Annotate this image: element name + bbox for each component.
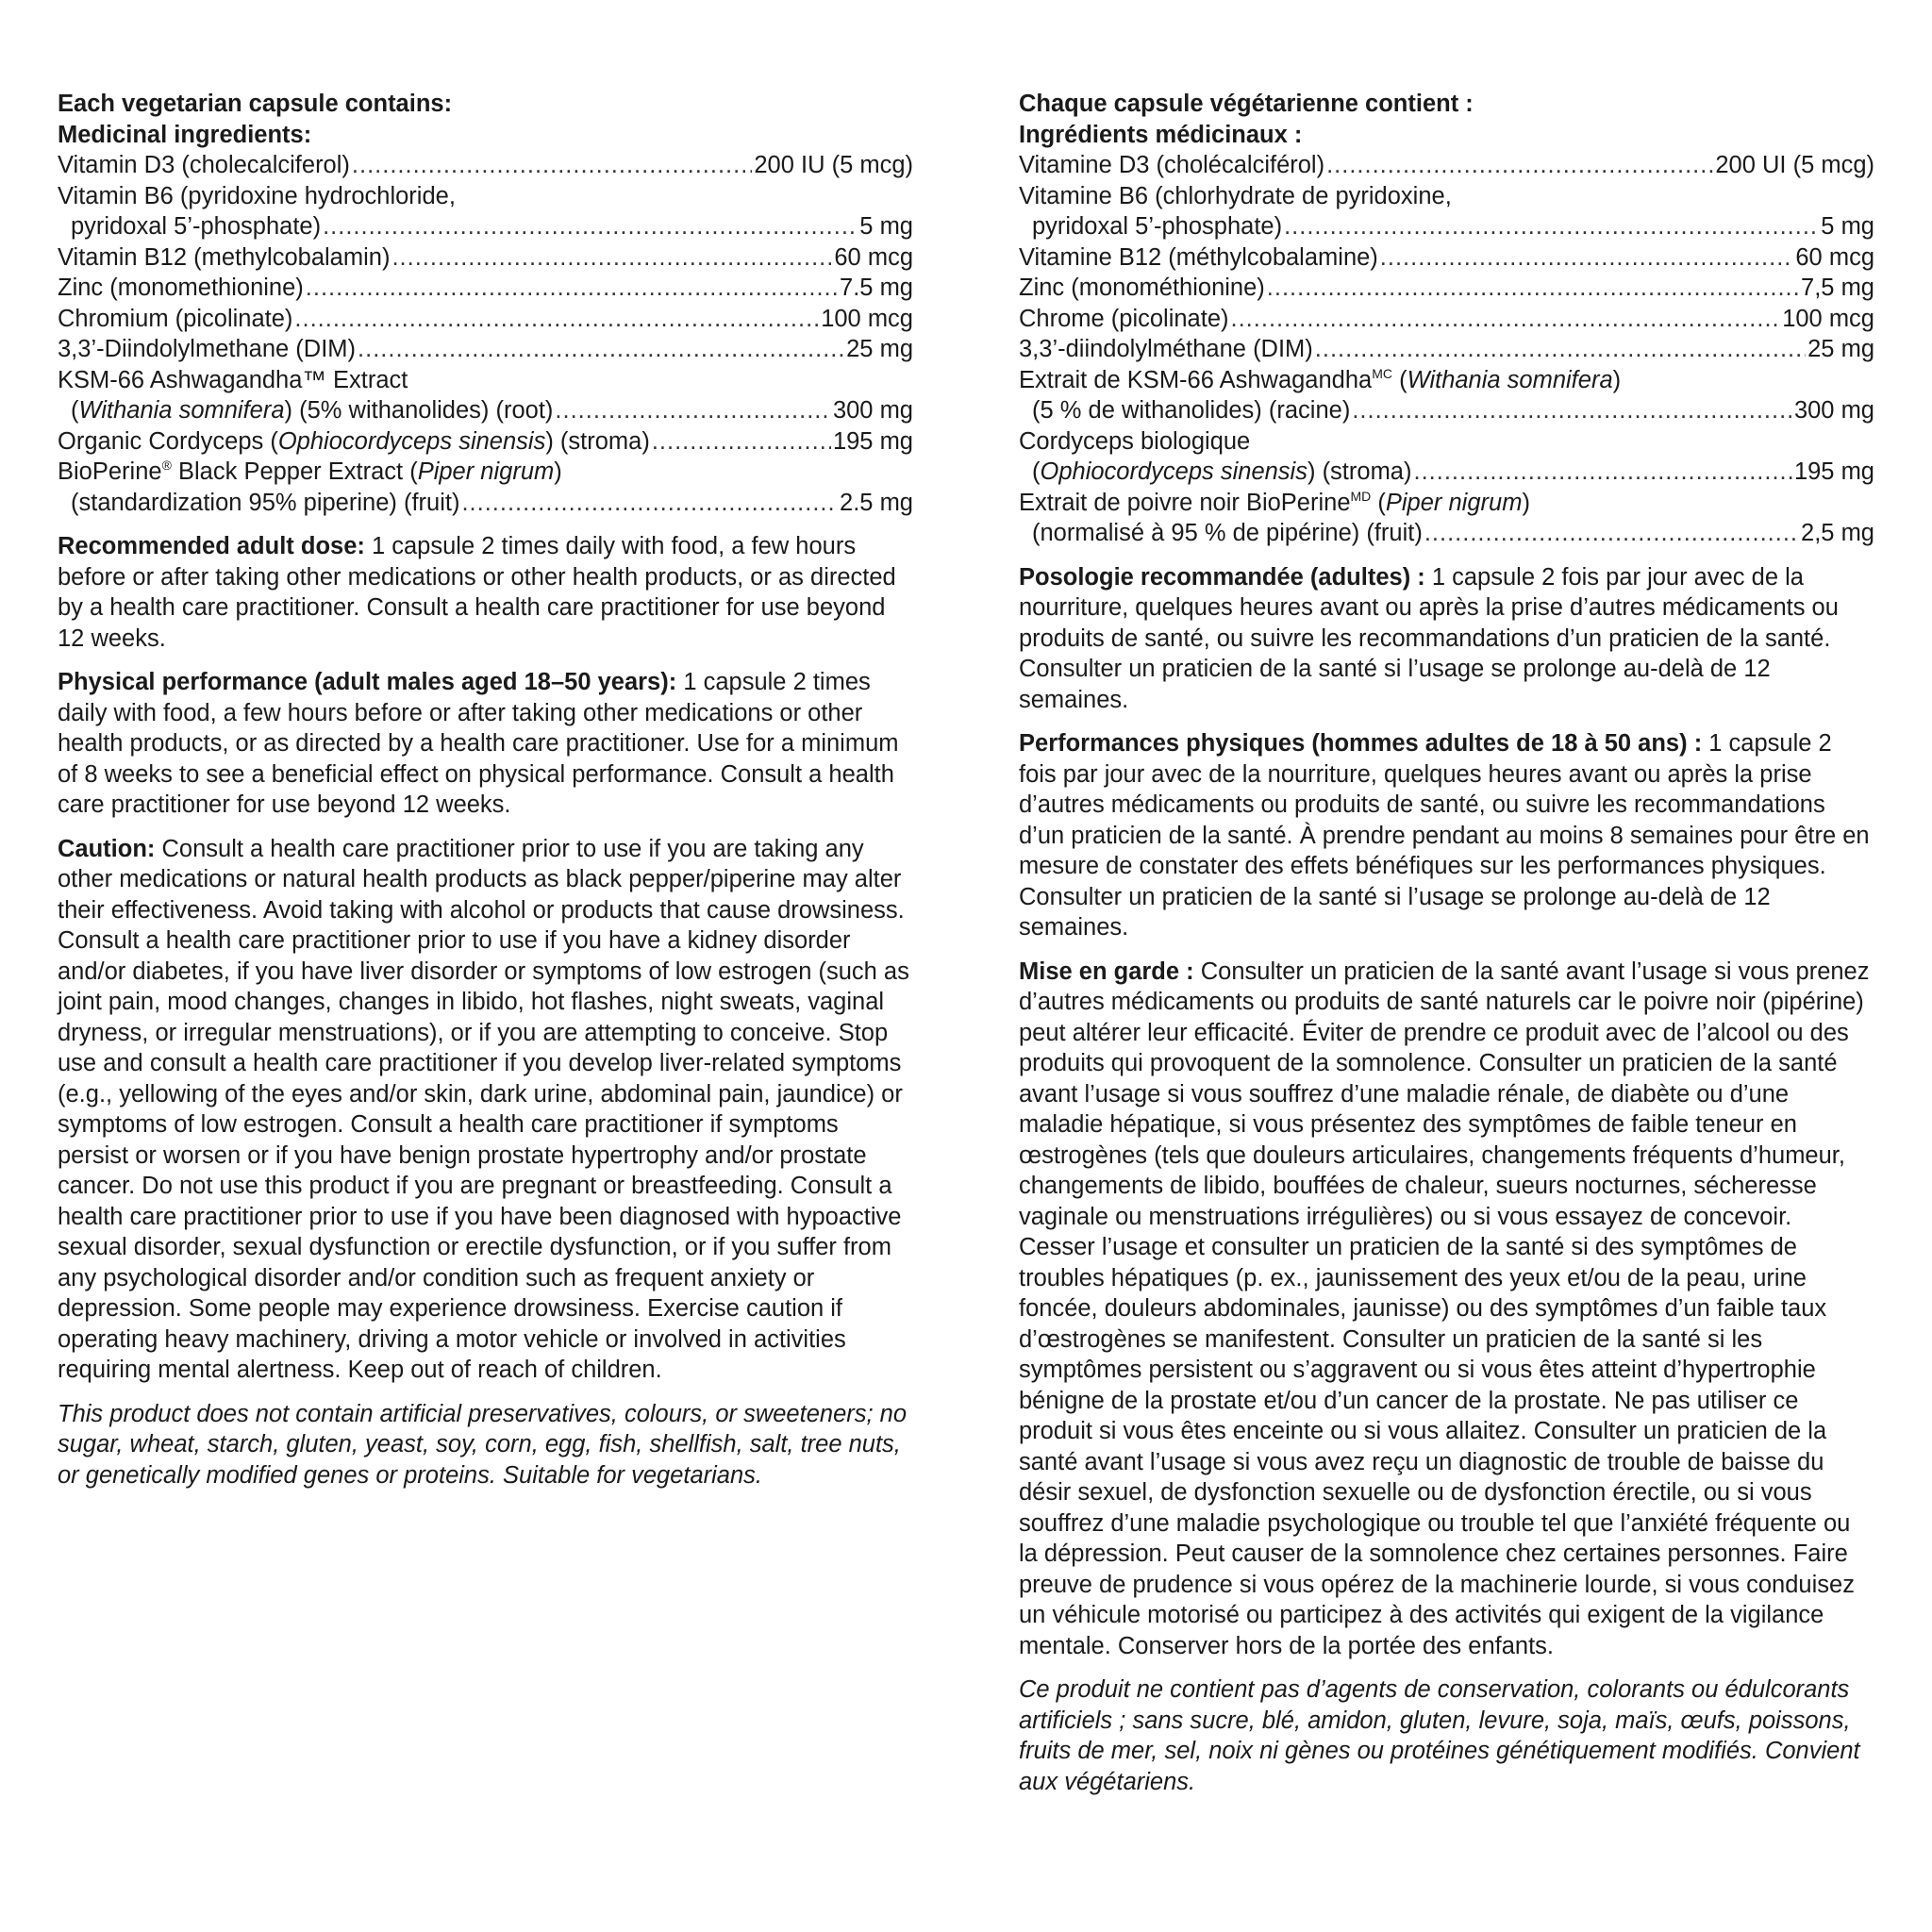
latin-name: Piper nigrum: [417, 458, 555, 485]
ingredient-amount: 5 mg: [1821, 213, 1874, 240]
dose-paragraph: [1019, 562, 1874, 716]
medicinal-ingredients-heading: Ingrédients médicinaux :: [1019, 121, 1303, 148]
ingredient-name: Vitamin D3 (cholecalciferol): [58, 152, 350, 178]
ingredient-row: [1019, 150, 1874, 181]
ingredient-row: [1019, 242, 1874, 274]
registered-mark: MD: [1350, 488, 1372, 504]
ingredient-name: Vitamine D3 (cholécalciférol): [1019, 152, 1325, 178]
ingredient-name: Chrome (picolinate): [1019, 305, 1229, 332]
ingredient-amount: 2,5 mg: [1801, 520, 1874, 546]
ingredient-detail: Black Pepper Extract: [178, 458, 404, 485]
english-column: [58, 89, 913, 1491]
latin-name: Withania somnifera: [78, 397, 285, 424]
ingredient-row: [58, 273, 913, 304]
ingredient-amount: 200 IU (5 mcg): [754, 152, 913, 178]
ingredient-row: [58, 426, 913, 458]
ingredient-name: Cordyceps biologique: [1019, 427, 1251, 455]
ingredient-amount: 195 mg: [832, 427, 913, 455]
latin-name: Piper nigrum: [1385, 489, 1523, 516]
performance-label: Physical performance (adult males aged 18–50 years):: [58, 669, 677, 695]
ingredient-detail: (5% withanolides) (root): [299, 397, 554, 424]
ingredient-name: Chromium (picolinate): [58, 305, 293, 332]
trademark-mark: MC: [1372, 365, 1393, 381]
ingredient-name: (Ophiocordyceps sinensis) (stroma): [1032, 458, 1412, 485]
ingredient-name: 3,3’-Diindolylmethane (DIM): [58, 336, 357, 362]
dose-text: 1 capsule 2 times daily with food, a few hours before or after taking other medications or other health products, or as directed by a health care practitioner. Consult a health care practitioner for use beyond 12 weeks.: [58, 533, 896, 652]
ingredient-name: Vitamine B12 (méthylcobalamine): [1019, 243, 1378, 271]
ingredient-row: [1019, 273, 1874, 304]
ingredient-amount: 25 mg: [846, 336, 913, 362]
ingredient-name: Vitamine B6 (chlorhydrate de pyridoxine,: [1019, 182, 1452, 209]
ingredient-amount: 25 mg: [1807, 336, 1874, 362]
ingredient-row: [58, 334, 913, 365]
ingredient-row: [58, 488, 913, 519]
ingredient-amount: 60 mcg: [1795, 243, 1874, 271]
ingredient-name: Vitamin B6 (pyridoxine hydrochloride,: [58, 182, 456, 209]
ingredient-name: Extrait de KSM-66 Ashwagandha$^{MC}$ (Withania somnifera): [1019, 365, 1622, 393]
ingredient-detail: (stroma): [1322, 458, 1412, 485]
ingredient-amount: 300 mg: [1793, 397, 1874, 424]
ingredient-name: pyridoxal 5’-phosphate): [1032, 213, 1283, 240]
ingredient-amount: 60 mcg: [834, 243, 913, 271]
free-from-note: Ce produit ne contient pas d’agents de conservation, colorants ou édulcorants artificiels ; sans sucre, blé, amidon, gluten, levure, soja, maïs, œufs, poissons, fruits de mer, sel, noix ni gènes ou protéines génétiquement modifiés. Convient aux végétariens.: [1019, 1676, 1860, 1795]
ingredient-name: pyridoxal 5’-phosphate): [71, 213, 322, 240]
ingredient-amount: 7.5 mg: [840, 275, 913, 301]
caution-text: Consult a health care practitioner prior to use if you are taking any other medications or natural health products as black pepper/piperine may alter their effectiveness. Avoid taking with alcohol or products that cause drowsiness. Consult a health care practitioner prior to use if you have a kidney disorder and/or diabetes, if you have liver disorder or symptoms of low estrogen (such as joint pain, mood changes, changes in libido, hot flashes, night sweats, vaginal dryness, or irregular menstruations), or if you are attempting to conceive. Stop use and consult a health care practitioner if you develop liver-related symptoms (e.g., yellowing of the eyes and/or skin, dark urine, abdominal pain, jaundice) or symptoms of low estrogen. Consult a health care practitioner if symptoms persist or worsen or if you have benign prostate hypertrophy and/or prostate cancer. Do not use this product if you are pregnant or breastfeeding. Consult a health care practitioner prior to use if you have been diagnosed with hypoactive sexual disorder, sexual dysfunction or erectile dysfunction, or if you suffer from any psychological disorder and/or condition such as frequent anxiety or depression. Some people may experience drowsiness. Exercise caution if operating heavy machinery, driving a motor vehicle or involved in activities requiring mental alertness. Keep out of reach of children.: [58, 835, 909, 1383]
ingredient-name: KSM-66 Ashwagandha™ Extract: [58, 366, 408, 393]
ingredient-row: [58, 150, 913, 181]
latin-name: Ophiocordyceps sinensis: [1040, 458, 1307, 485]
caution-paragraph: [1019, 957, 1874, 1662]
ingredient-amount: 100 mcg: [821, 305, 913, 332]
ingredient-row: [1019, 334, 1874, 365]
ingredient-name: Zinc (monomethionine): [58, 275, 304, 301]
ingredient-name: Zinc (monométhionine): [1019, 275, 1265, 301]
performance-label: Performances physiques (hommes adultes de 18 à 50 ans) :: [1019, 730, 1703, 757]
ingredient-amount: 100 mcg: [1782, 305, 1874, 332]
ingredient-row: [58, 304, 913, 335]
ingredient-row: [58, 242, 913, 274]
latin-name: Withania somnifera: [1407, 366, 1613, 393]
ingredient-label: Organic Cordyceps: [58, 427, 264, 455]
performance-paragraph: [58, 667, 913, 821]
ingredient-name: Vitamin B12 (methylcobalamin): [58, 243, 391, 271]
ingredient-row: [1019, 518, 1874, 549]
french-column: [1019, 89, 1874, 1797]
ingredient-row: [1019, 395, 1874, 426]
latin-name: Ophiocordyceps sinensis: [277, 427, 546, 455]
ingredient-name: BioPerine® Black Pepper Extract (Piper nigrum): [58, 458, 562, 485]
capsule-heading: Chaque capsule végétarienne contient :: [1019, 91, 1474, 117]
ingredient-label: Extrait de KSM-66 Ashwagandha: [1019, 366, 1373, 393]
ingredient-name: (5 % de withanolides) (racine): [1032, 397, 1351, 424]
ingredient-amount: 200 UI (5 mcg): [1715, 152, 1874, 178]
caution-label: Caution:: [58, 835, 156, 862]
performance-paragraph: [1019, 728, 1874, 943]
ingredient-label: BioPerine: [58, 458, 162, 485]
medicinal-ingredients-heading: Medicinal ingredients:: [58, 121, 312, 148]
ingredient-name: (standardization 95% piperine) (fruit): [71, 489, 460, 516]
ingredient-amount: 2.5 mg: [840, 489, 913, 516]
ingredient-label: Extrait de poivre noir BioPerine: [1019, 489, 1351, 516]
capsule-heading: Each vegetarian capsule contains:: [58, 91, 453, 117]
ingredient-name: (Withania somnifera) (5% withanolides) (root): [71, 397, 554, 424]
ingredient-amount: 7,5 mg: [1801, 275, 1874, 301]
ingredient-name: (normalisé à 95 % de pipérine) (fruit): [1032, 520, 1423, 546]
ingredient-amount: 300 mg: [832, 397, 913, 424]
dose-paragraph: [58, 531, 913, 654]
ingredient-row: [58, 395, 913, 426]
caution-paragraph: [58, 834, 913, 1386]
dose-label: Recommended adult dose:: [58, 533, 365, 559]
dose-label: Posologie recommandée (adultes) :: [1019, 563, 1425, 591]
ingredient-row: [1019, 211, 1874, 242]
ingredient-row: [1019, 304, 1874, 335]
ingredient-row: [1019, 457, 1874, 488]
registered-mark: ®: [161, 458, 172, 473]
ingredient-amount: 5 mg: [859, 213, 913, 240]
performance-text: 1 capsule 2 fois par jour avec de la nourriture, quelques heures avant ou après la prise d’autres médicaments ou produits de santé, ou suivre les recommandations d’un praticien de la santé. À prendre pendant au moins 8 semaines pour être en mesure de constater des effets bénéfiques sur les performances physiques. Consulter un praticien de la santé si l’usage se prolonge au-delà de 12 semaines.: [1019, 730, 1870, 941]
dose-text: 1 capsule 2 fois par jour avec de la nourriture, quelques heures avant ou après la prise d’autres médicaments ou produits de santé, ou suivre les recommandations d’un praticien de la santé. Consulter un praticien de la santé si l’usage se prolonge au-delà de 12 semaines.: [1019, 563, 1839, 713]
free-from-note: This product does not contain artificial preservatives, colours, or sweeteners; no sugar, wheat, starch, gluten, yeast, soy, corn, egg, fish, shellfish, salt, tree nuts, or genetically modified genes or proteins. Suitable for vegetarians.: [58, 1400, 908, 1489]
ingredient-detail: (stroma): [559, 427, 650, 455]
caution-text: Consulter un praticien de la santé avant l’usage si vous prenez d’autres médicaments ou produits de santé naturels car le poivre noir (pipérine) peut altérer leur efficacité. Éviter de prendre ce produit avec de l’alcool ou des produits qui provoquent de la somnolence. Consulter un praticien de la santé avant l’usage si vous souffrez d’une maladie rénale, de diabète ou d’une maladie hépatique, si vous présentez des symptômes de faible teneur en œstrogènes (tels que douleurs articulaires, changements fréquents d’humeur, changements de libido, bouffées de chaleur, sueurs nocturnes, sécheresse vaginale ou menstruations irrégulières) ou si vous essayez de concevoir. Cesser l’usage et consulter un praticien de la santé si des symptômes de troubles hépatiques (p. ex., jaunissement des yeux et/ou de la peau, urine foncée, douleurs abdominales, jaunisse) ou des symptômes d’un faible taux d’œstrogènes se manifestent. Consulter un praticien de la santé si les symptômes persistent ou s’aggravent ou si vous êtes atteint d’hypertrophie bénigne de la prostate et/ou d’un cancer de la prostate. Ne pas utiliser ce produit si vous êtes enceinte ou si vous allaitez. Consulter un praticien de la santé avant l’usage si vous avez reçu un diagnostic de trouble de baisse du désir sexuel, de dysfonction sexuelle ou de dysfonction érectile, ou si vous souffrez d’une maladie psychologique ou trouble tel que l’anxiété fréquente ou la dépression. Peut causer de la somnolence chez certaines personnes. Faire preuve de prudence si vous opérez de la machinerie lourde, si vous conduisez un véhicule motorisé ou participez à des activités qui exigent de la vigilance mentale. Conserver hors de la portée des enfants.: [1019, 958, 1870, 1659]
ingredient-row: [58, 211, 913, 242]
ingredient-name: Extrait de poivre noir BioPerine$^{MD}$ (Piper nigrum): [1019, 488, 1530, 516]
ingredient-name: Organic Cordyceps (Ophiocordyceps sinensis) (stroma): [58, 427, 650, 455]
performance-text: 1 capsule 2 times daily with food, a few hours before or after taking other medications or other health products, or as directed by a health care practitioner. Use for a minimum of 8 weeks to see a beneficial effect on physical performance. Consult a health care practitioner for use beyond 12 weeks.: [58, 669, 899, 818]
ingredient-amount: 195 mg: [1793, 458, 1874, 485]
caution-label: Mise en garde :: [1019, 958, 1194, 985]
ingredient-name: 3,3’-diindolylméthane (DIM): [1019, 336, 1313, 362]
